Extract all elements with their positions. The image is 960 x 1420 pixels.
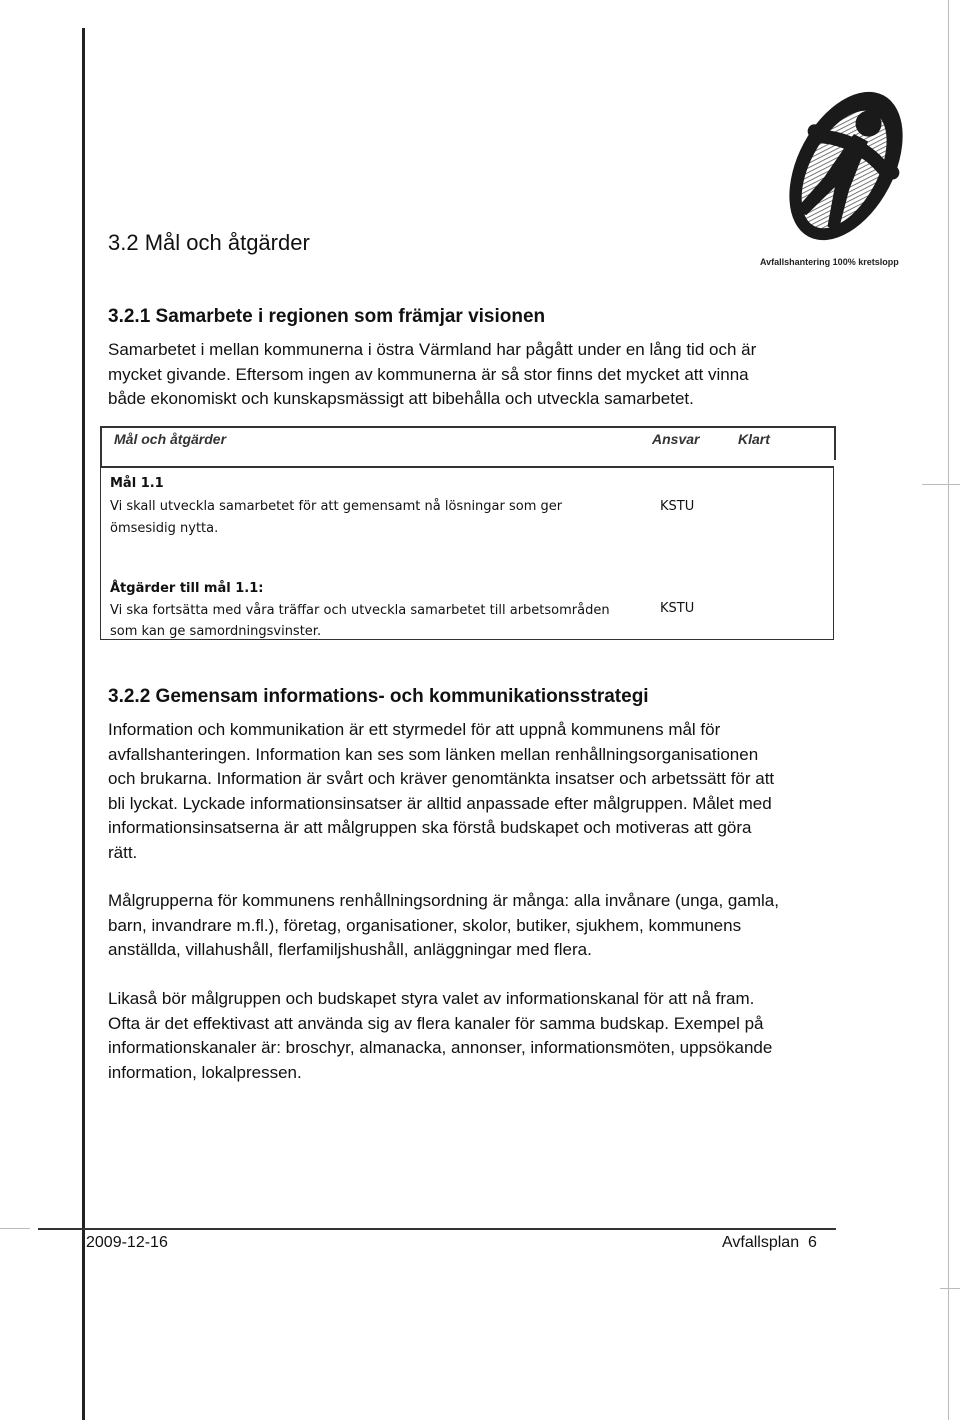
- left-margin-rule: [82, 28, 85, 1420]
- paragraph-line: avfallshanteringen. Information kan ses som länken mellan renhållningsorganisationen: [108, 744, 759, 764]
- action-responsible: KSTU: [660, 601, 695, 616]
- paragraph-line: mycket givande. Eftersom ingen av kommunerna är så stor finns det mycket att vinna: [108, 364, 749, 384]
- paragraph-line: och brukarna. Information är svårt och kräver genomtänkta insatser och arbetssätt för att: [108, 769, 775, 788]
- paragraph-line: Målgrupperna för kommunens renhållningsordning är många: alla invånare (unga, gamla,: [108, 891, 779, 910]
- subsection-heading-3-2-1: 3.2.1 Samarbete i regionen som främjar visionen: [108, 306, 546, 327]
- paragraph-line: barn, invandrare m.fl.), företag, organisationer, skolor, butiker, sjukhem, kommunens: [108, 915, 742, 935]
- paragraph-line: både ekonomiskt och kunskapsmässigt att bibehålla och utveckla samarbetet.: [108, 389, 694, 408]
- subsection-heading-3-2-2: 3.2.2 Gemensam informations- och kommunikationsstrategi: [108, 686, 649, 707]
- paragraph-line: Ofta är det effektivast att använda sig av flera kanaler för samma budskap. Exempel på: [108, 1013, 764, 1033]
- paragraph-line: informationskanaler är: broschyr, almanacka, annonser, informationsmöten, uppsökande: [108, 1038, 773, 1057]
- avfallshantering-logo-icon: [776, 78, 916, 254]
- paragraph-line: Likaså bör målgruppen och budskapet styra valet av informationskanal för att nå fram.: [108, 989, 755, 1008]
- paragraph-line: informationsinsatserna är att målgruppen ska förstå budskapet och motiveras att göra: [108, 818, 752, 837]
- paragraph-line: rätt.: [108, 842, 138, 862]
- footer-doc-title: Avfallsplan: [722, 1234, 800, 1251]
- table-header-right-border: [834, 426, 836, 460]
- goal-text-line: ömsesidig nytta.: [110, 521, 219, 536]
- table-header-responsible: Ansvar: [652, 431, 700, 447]
- page-number: 6: [807, 1234, 817, 1251]
- action-text-line: Vi ska fortsätta med våra träffar och utveckla samarbetet till arbetsområden: [110, 603, 610, 618]
- table-header-done: Klart: [738, 431, 770, 447]
- paragraph-line: information, lokalpressen.: [108, 1062, 302, 1082]
- scan-mark: [940, 1288, 960, 1289]
- paragraph-line: anställda, villahushåll, flerfamiljshushåll, anläggningar med flera.: [108, 940, 592, 959]
- paragraph-line: bli lyckat. Lyckade informationsinsatser är alltid anpassade efter målgruppen. Målet med: [108, 793, 772, 813]
- right-scan-edge: [948, 0, 949, 1420]
- table-header-left-border: [100, 426, 102, 466]
- footer-title-page: [722, 1234, 817, 1252]
- paragraph-line: Samarbetet i mellan kommunerna i östra Värmland har pågått under en lång tid och är: [108, 340, 757, 359]
- table-header-goals: Mål och åtgärder: [114, 431, 227, 447]
- logo-caption: Avfallshantering 100% kretslopp: [760, 257, 899, 267]
- action-title: Åtgärder till mål 1.1:: [110, 581, 264, 596]
- scan-mark: [922, 484, 960, 485]
- goal-responsible: KSTU: [660, 499, 695, 514]
- section-heading: 3.2 Mål och åtgärder: [108, 230, 310, 255]
- subsection-2-paragraph-1: [108, 718, 828, 865]
- goal-title: Mål 1.1: [110, 476, 164, 491]
- subsection-1-paragraph: [108, 338, 828, 412]
- footer-rule: [38, 1228, 836, 1230]
- subsection-2-paragraph-2: [108, 889, 828, 963]
- action-text-line: som kan ge samordningsvinster.: [110, 624, 322, 639]
- subsection-2-paragraph-3: [108, 987, 828, 1085]
- scan-mark: [0, 1228, 30, 1229]
- paragraph-line: Information och kommunikation är ett styrmedel för att uppnå kommunens mål för: [108, 720, 721, 739]
- goal-text-line: Vi skall utveckla samarbetet för att gemensamt nå lösningar som ger: [110, 499, 563, 514]
- table-header-rule: [100, 426, 834, 428]
- footer-date: 2009-12-16: [86, 1234, 168, 1251]
